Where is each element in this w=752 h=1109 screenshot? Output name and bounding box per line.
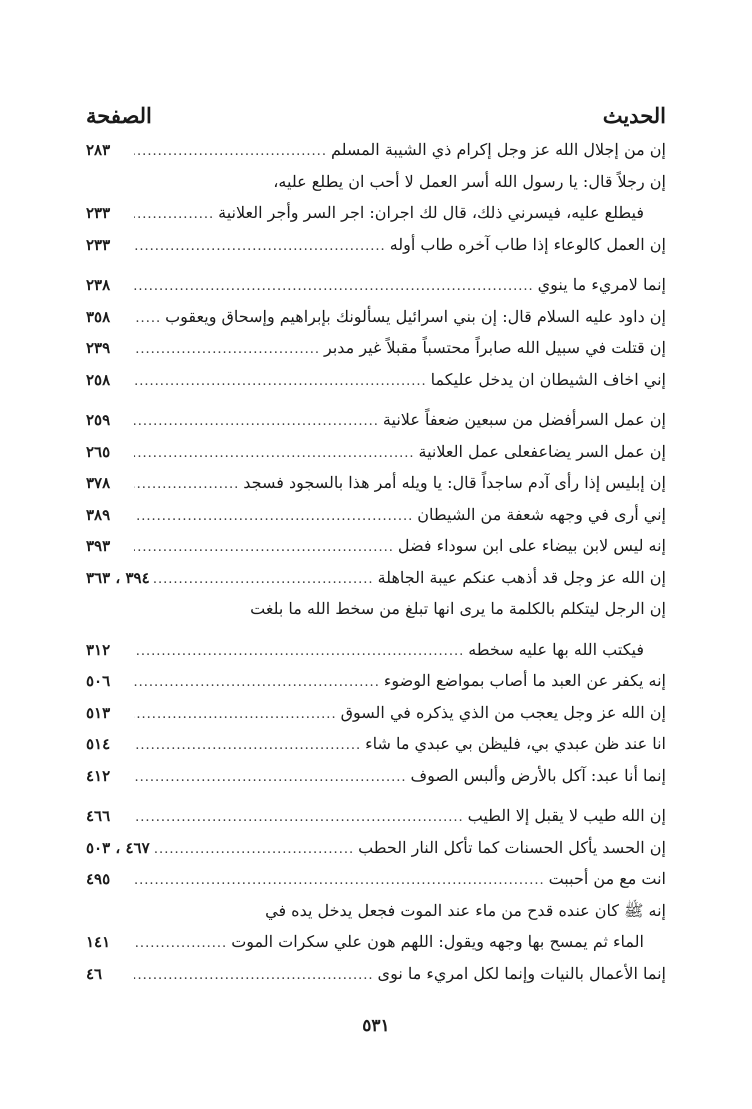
hadith-index-list [86,140,666,995]
page-ref: ٢٨٣ [86,141,111,159]
index-entry [86,869,666,901]
leader-dots [134,936,227,951]
leader-dots [134,810,464,825]
hadith-text: إنما أنا عبد: آكل بالأرض وألبس الصوف [410,765,666,785]
leader-dots [134,446,414,461]
index-entry [86,671,666,703]
hadith-text: انت مع من أحببت [548,869,666,888]
leader-dots [134,342,320,357]
index-entry [86,703,666,735]
page-ref: ٤٩٥ [86,870,111,888]
index-entry [86,505,666,537]
hadith-text: إن عمل السر يضاعفعلى عمل العلانية [418,441,666,461]
index-header [86,98,666,132]
leader-dots [154,572,374,587]
page-ref: ٣١٢ [86,640,111,659]
hadith-text: إن الرجل ليتكلم بالكلمة ما يرى انها تبلغ من سخط الله ما بلغت [250,599,666,618]
hadith-text: إنه ﷺ كان عنده قدح من ماء عند الموت فجعل يدخل يده في [265,900,666,920]
hadith-text: إن الله عز وجل يعجب من الذي يذكره في السوق [340,702,666,722]
page-ref: ٢٥٩ [86,411,111,429]
hadith-text: إنه ليس لابن بيضاء على ابن سوداء فضل [397,536,666,555]
leader-dots [134,644,464,659]
page-ref: ٣٧٨ [86,474,111,492]
page-ref: ٢٣٨ [86,276,111,294]
page-number: ٥٣١ [362,1016,390,1036]
hadith-text: الماء ثم يمسح بها وجهه ويقول: اللهم هون علي سكرات الموت [231,932,644,951]
hadith-text: إن إبليس إذا رأى آدم ساجداً قال: يا ويله أمر هذا بالسجود فسجد [243,473,666,492]
index-entry [86,275,666,307]
page-ref: ٢٣٣ [86,204,111,222]
index-entry [86,599,666,631]
page-ref: ٣٨٩ [86,505,111,524]
page-ref: ٣٩٤ ، ٣٦٣ [86,568,150,587]
page-ref: ٥٠٦ [86,672,111,690]
index-entry [86,370,666,402]
index-entry [86,838,666,870]
hadith-text: إنه يكفر عن العبد ما أصاب بمواضع الوضوء [383,671,666,690]
hadith-text: إن الله عز وجل قد أذهب عنكم عيبة الجاهلة [377,567,666,587]
page-ref: ٢٦٥ [86,442,111,461]
hadith-text: إن العمل كالوعاء إذا طاب آخره طاب أوله [389,234,666,254]
index-entry [86,964,666,996]
page-ref: ٢٥٨ [86,370,111,389]
page-ref: ٤٦٦ [86,807,111,825]
hadith-text: إن الحسد يأكل الحسنات كما تأكل النار الحطب [358,837,666,857]
index-entry [86,536,666,568]
index-entry [86,766,666,798]
leader-dots [134,770,407,785]
index-entry [86,172,666,204]
index-entry [86,442,666,474]
page-ref: ٢٣٣ [86,235,111,254]
page-ref: ٣٥٨ [86,307,111,326]
leader-dots [134,509,413,524]
index-entry [86,901,666,933]
page-ref: ١٤١ [86,933,111,951]
hadith-text: إن عمل السرأفضل من سبعين ضعفاً علانية [382,410,666,429]
leader-dots [134,414,379,429]
hadith-text: إنما لامريء ما ينوي [537,275,666,294]
index-entry [86,734,666,766]
page-ref: ٣٩٣ [86,537,111,555]
page-ref: ٤٦ [86,964,103,983]
page-ref: ٤١٢ [86,766,111,785]
leader-dots [134,144,327,159]
leader-dots [154,842,354,857]
leader-dots [134,873,545,888]
leader-dots [134,540,394,555]
hadith-text: فيطلع عليه، فيسرني ذلك، قال لك اجران: اجر السر وأجر العلانية [218,203,644,222]
hadith-text: إن رجلاً قال: يا رسول الله أسر العمل لا أحب ان يطلع عليه، [273,171,666,191]
index-entry [86,235,666,267]
leader-dots [134,374,427,389]
hadith-text: إنما الأعمال بالنيات وإنما لكل امريء ما نوى [377,963,666,983]
leader-dots [134,279,534,294]
page-column-title: الصفحة [86,102,152,128]
index-entry-continuation [86,932,666,964]
index-entry [86,410,666,442]
hadith-text: انا عند ظن عبدي بي، فليظن بي عبدي ما شاء [365,734,666,753]
index-entry-continuation [86,203,666,235]
index-entry-continuation [86,640,666,672]
hadith-text: إن الله طيب لا يقبل إلا الطيب [467,806,666,825]
leader-dots [134,707,337,722]
hadith-column-title: الحديث [602,102,666,128]
hadith-text: فيكتب الله بها عليه سخطه [468,639,644,659]
index-entry [86,568,666,600]
index-entry [86,140,666,172]
leader-dots [134,968,374,983]
index-entry [86,806,666,838]
page-ref: ٥١٤ [86,735,111,753]
hadith-text: إني اخاف الشيطان ان يدخل عليكما [430,369,666,389]
page-ref: ٤٦٧ ، ٥٠٣ [86,838,150,857]
hadith-text: إن من إجلال الله عز وجل إكرام ذي الشيبة المسلم [330,140,666,159]
leader-dots [134,311,161,326]
leader-dots [134,738,361,753]
hadith-text: إن قتلت في سبيل الله صابراً محتسباً مقبلاً غير مدبر [323,338,666,357]
leader-dots [134,239,386,254]
index-entry [86,338,666,370]
leader-dots [134,207,214,222]
hadith-text: إني أرى في وجهه شعفة من الشيطان [417,504,666,524]
page-ref: ٥١٣ [86,703,111,722]
leader-dots [134,477,239,492]
index-entry [86,307,666,339]
hadith-text: إن داود عليه السلام قال: إن بني اسرائيل يسألونك بإبراهيم وإسحاق ويعقوب [165,306,666,326]
index-entry [86,473,666,505]
page-ref: ٢٣٩ [86,339,111,357]
leader-dots [134,675,380,690]
